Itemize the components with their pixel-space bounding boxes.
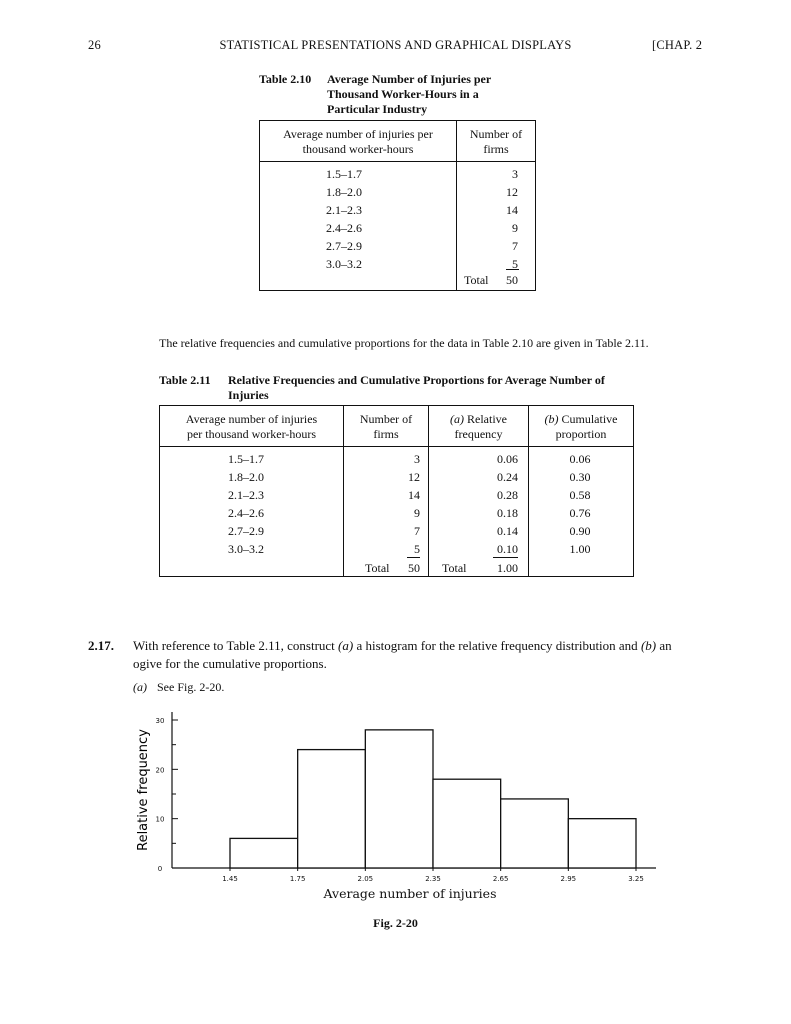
table-cell: 3	[512, 167, 518, 181]
firms-column	[382, 450, 420, 558]
y-tick-label: 30	[155, 717, 165, 725]
table-cell: 9	[512, 221, 518, 235]
table-cell: 1.8–2.0	[326, 185, 362, 199]
total-label: Total	[442, 561, 467, 575]
x-tick-label: 2.35	[425, 875, 441, 883]
table-title-line: Average Number of Injuries per	[327, 72, 492, 86]
total-value: 50	[506, 273, 518, 287]
table-title-line: Injuries	[228, 388, 269, 402]
table-cell: 1.00	[569, 542, 591, 556]
table-cell: 0.58	[569, 488, 591, 502]
table-cell: 0.06	[497, 452, 518, 466]
relative-column	[472, 450, 518, 558]
bars-group	[230, 730, 636, 868]
table-cell: 0.14	[497, 524, 518, 538]
histogram-bar	[433, 779, 501, 868]
x-tick-label: 1.45	[222, 875, 238, 883]
x-tick-label: 2.05	[357, 875, 374, 883]
histogram-bar	[568, 819, 636, 868]
y-tick-label: 10	[155, 815, 165, 824]
table-cell: 3.0–3.2	[326, 257, 362, 271]
table-cell: 7	[414, 524, 420, 538]
table-2-11	[159, 405, 634, 577]
table-cell: 5	[512, 257, 518, 271]
table-cell: 0.28	[497, 488, 518, 502]
table-number: Table 2.11	[159, 373, 211, 387]
histogram-bar	[365, 730, 433, 868]
table-2-10	[259, 120, 536, 291]
table-cell: 3.0–3.2	[228, 542, 264, 556]
table-cell: 9	[414, 506, 420, 520]
column-header: (b) Cumulative proportion	[544, 412, 618, 441]
table-cell: 3	[414, 452, 420, 466]
figure-caption: Fig. 2-20	[373, 916, 418, 930]
table-cell: 0.76	[569, 506, 591, 520]
total-label: Total	[365, 561, 390, 575]
range-column	[326, 165, 362, 273]
table-cell: 0.06	[569, 452, 591, 466]
x-axis-label: Average number of injuries	[323, 886, 497, 901]
running-title: STATISTICAL PRESENTATIONS AND GRAPHICAL DISPLAYS	[219, 38, 572, 52]
x-tick-label: 2.95	[560, 875, 577, 883]
y-tick-label: 0	[157, 865, 163, 873]
y-tick-label: 20	[155, 766, 165, 775]
histogram-bar	[230, 838, 298, 868]
table-title-line: Particular Industry	[327, 102, 428, 116]
column-header: Number of firms	[359, 412, 413, 441]
table-cell: 5	[414, 542, 420, 556]
x-tick-label: 3.25	[628, 875, 644, 883]
table-cell: 1.5–1.7	[228, 452, 264, 466]
table-title-line: Relative Frequencies and Cumulative Proportions for Average Number of	[228, 373, 605, 387]
table-cell: 2.4–2.6	[228, 506, 264, 520]
intro-sentence: The relative frequencies and cumulative proportions for the data in Table 2.10 are given in Table 2.11.	[159, 336, 649, 350]
table-cell: 2.1–2.3	[228, 488, 264, 502]
table-cell: 0.90	[569, 524, 591, 538]
table-cell: 1.8–2.0	[228, 470, 264, 484]
x-tick-label: 1.75	[289, 875, 306, 883]
column-header: (a) Relative frequency	[450, 412, 507, 441]
table-cell: 2.7–2.9	[228, 524, 264, 538]
table-number: Table 2.10	[259, 72, 312, 86]
histogram-bar	[298, 750, 366, 868]
table-cell: 2.7–2.9	[326, 239, 362, 253]
table-cell: 0.24	[497, 470, 518, 484]
histogram-bar	[501, 799, 569, 868]
total-value: 50	[408, 561, 420, 575]
column-header: Number of firms	[469, 127, 523, 156]
problem-text: With reference to Table 2.11, construct (a) a histogram for the relative frequency distribution and (b) an ogive for the cumulative proportions.	[133, 638, 672, 671]
column-header: Average number of injuries per thousand worker-hours	[185, 412, 318, 441]
table-2-11-caption	[159, 373, 649, 405]
x-tick-label: 2.65	[492, 875, 509, 883]
y-axis-label: Relative frequency	[136, 729, 151, 851]
table-cell: 2.1–2.3	[326, 203, 362, 217]
histogram-chart	[120, 700, 680, 910]
table-cell: 1.5–1.7	[326, 167, 362, 181]
table-title-line: Thousand Worker-Hours in a	[327, 87, 479, 101]
total-value: 1.00	[497, 561, 518, 575]
table-cell: 12	[408, 470, 420, 484]
part-a: (a) See Fig. 2-20.	[133, 680, 225, 694]
problem-number: 2.17.	[88, 638, 114, 653]
range-column	[228, 450, 264, 558]
column-header: Average number of injuries per thousand worker-hours	[283, 127, 433, 156]
table-cell: 0.10	[497, 542, 518, 556]
firms-column	[480, 165, 518, 273]
chapter-label: [CHAP. 2	[652, 38, 703, 52]
table-cell: 12	[506, 185, 518, 199]
page-number: 26	[88, 38, 101, 52]
table-cell: 0.30	[569, 470, 591, 484]
table-cell: 14	[506, 203, 518, 217]
total-label: Total	[464, 273, 489, 287]
table-cell: 2.4–2.6	[326, 221, 362, 235]
table-cell: 7	[512, 239, 518, 253]
cumulative-column	[550, 450, 610, 558]
table-cell: 14	[408, 488, 420, 502]
table-cell: 0.18	[497, 506, 518, 520]
table-2-10-caption	[259, 72, 549, 120]
